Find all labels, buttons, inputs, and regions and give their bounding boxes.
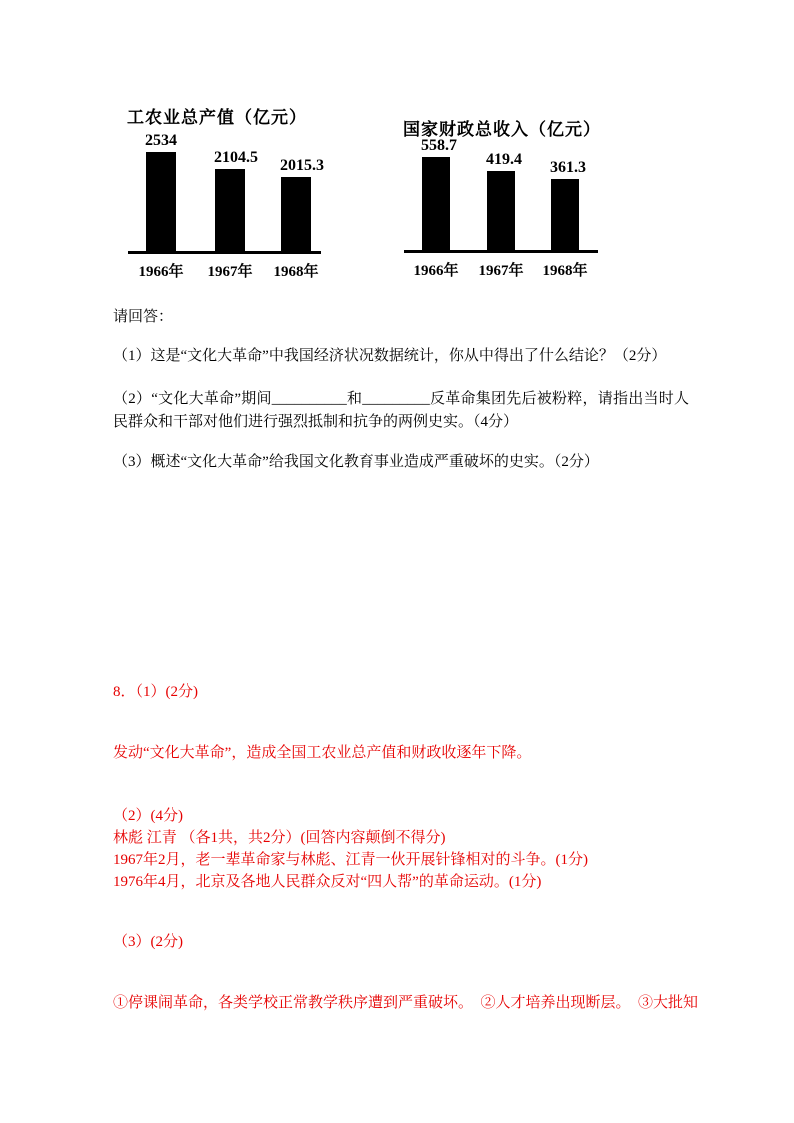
bar-value-label: 2015.3 (280, 157, 324, 174)
bar-1967年 (487, 171, 515, 250)
x-tick-label: 1968年 (273, 264, 319, 280)
bar-1966年 (146, 152, 176, 251)
x-tick-label: 1967年 (207, 264, 253, 280)
answer-2-fact-1976: 1976年4月，北京及各地人民群众反对“四人帮”的革命运动。(1分) (113, 874, 542, 890)
chart-plot (405, 137, 597, 279)
answer-3-heading: （3）(2分) (113, 934, 183, 950)
x-axis-line (404, 250, 598, 253)
chart-title: 工农业总产值（亿元） (127, 108, 307, 127)
x-axis-line (128, 251, 321, 254)
bar-value-label: 558.7 (421, 137, 457, 154)
answer-1-text: 发动“文化大革命”，造成全国工农业总产值和财政收逐年下降。 (113, 745, 532, 761)
question-1: （1）这是“文化大革命”中我国经济状况数据统计，你从中得出了什么结论？（2分） (113, 348, 667, 364)
answer-prompt: 请回答： (113, 309, 174, 325)
bar-value-label: 361.3 (550, 159, 586, 176)
chart-title: 国家财政总收入（亿元） (403, 120, 601, 139)
question-3: （3）概述“文化大革命”给我国文化教育事业造成严重破坏的史实。（2分） (113, 454, 599, 470)
bar-1967年 (215, 169, 245, 251)
x-tick-label: 1966年 (138, 264, 184, 280)
bar-1968年 (281, 177, 311, 251)
bar-1968年 (551, 179, 579, 250)
bar-1966年 (422, 157, 450, 250)
x-tick-label: 1966年 (413, 263, 459, 279)
bar-value-label: 419.4 (486, 151, 522, 168)
chart-state-fiscal-revenue (403, 108, 633, 279)
answer-2-fact-1967: 1967年2月，老一辈革命家与林彪、江青一伙开展针锋相对的斗争。(1分) (113, 852, 588, 868)
answer-3-text: ①停课闹革命，各类学校正常教学秩序遭到严重破坏。 ②人才培养出现断层。 ③大批知 (113, 995, 699, 1011)
question-2: （2）“文化大革命”期间__________和_________反革命集团先后被粉粹，请指出当时人民群众和干部对他们进行强烈抵制和抗争的两例史实。（4分） (113, 391, 689, 430)
x-tick-label: 1968年 (542, 263, 588, 279)
chart-plot (129, 132, 324, 280)
x-axis-tick-labels (405, 259, 597, 277)
bar-value-label: 2534 (145, 132, 177, 149)
x-axis-tick-labels (129, 260, 320, 278)
answer-number-heading: 8．（1）(2分) (113, 684, 198, 700)
answer-2-names-line: 林彪 江青 （各1共，共2分）(回答内容颠倒不得分) (113, 830, 446, 846)
bar-value-label: 2104.5 (214, 149, 258, 166)
chart-industry-agriculture-output (127, 101, 357, 280)
x-tick-label: 1967年 (478, 263, 524, 279)
answer-2-block (113, 805, 689, 893)
answer-2-heading: （2）(4分) (113, 808, 183, 824)
